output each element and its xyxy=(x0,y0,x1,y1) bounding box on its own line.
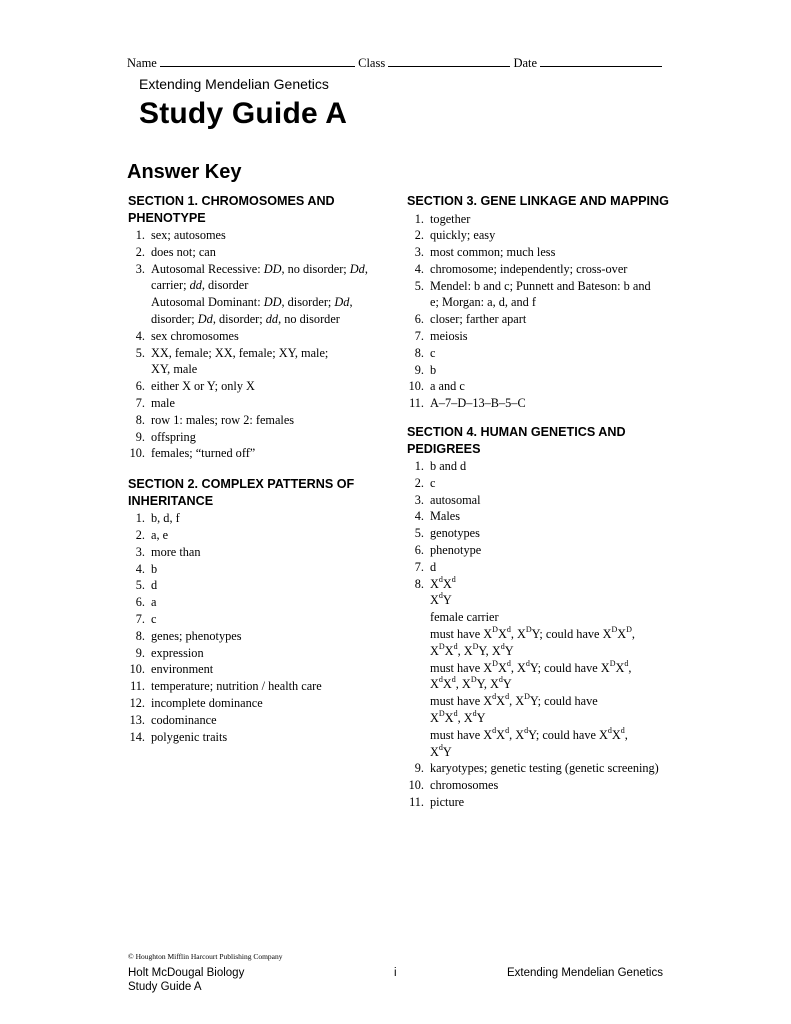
publisher-book: Holt McDougal Biology xyxy=(128,967,245,979)
item-number: 9. xyxy=(414,362,424,377)
section3-list xyxy=(407,211,672,413)
list-item xyxy=(407,559,672,576)
item-number: 5. xyxy=(414,526,424,541)
item-text: row 1: males; row 2: females xyxy=(151,412,295,427)
item-number: 6. xyxy=(414,312,424,327)
chapter-title: Extending Mendelian Genetics xyxy=(507,967,663,979)
section4-list xyxy=(407,458,672,811)
genotype-line: must have $X^DX^d$, $X^DY$; could have $X^DX^D$, xyxy=(430,624,635,642)
item-number: 1. xyxy=(414,459,424,474)
item-number: 2. xyxy=(414,475,424,490)
item-number: 8. xyxy=(135,412,145,427)
item-number: 14. xyxy=(129,729,145,744)
item-number: 5. xyxy=(135,345,145,360)
item-number: 11. xyxy=(409,795,424,809)
list-item xyxy=(128,645,378,662)
item-number: 10. xyxy=(129,446,145,461)
genotype-line: must have $X^dX^d$, $X^dY$; could have $X^dX^d$, xyxy=(430,725,628,742)
right-column xyxy=(407,193,672,811)
copyright-notice: © Houghton Mifflin Harcourt Publishing Company xyxy=(128,952,283,961)
item-number: 7. xyxy=(135,611,145,626)
item-number: 6. xyxy=(135,379,145,394)
unit-title: Extending Mendelian Genetics xyxy=(139,76,329,92)
list-item xyxy=(128,695,378,712)
list-item xyxy=(407,328,672,345)
item-text: most common; much less xyxy=(430,245,556,260)
item-text: XY, male xyxy=(151,362,198,377)
item-text: autosomal xyxy=(430,492,481,507)
item-text: codominance xyxy=(151,712,217,727)
list-item xyxy=(128,628,378,645)
item-text: sex; autosomes xyxy=(151,228,226,242)
item-text: females; “turned off” xyxy=(151,446,256,461)
item-text: e; Morgan: a, d, and f xyxy=(430,295,536,310)
date-label: Date xyxy=(513,56,538,70)
list-item xyxy=(128,328,378,345)
item-text: chromosomes xyxy=(430,778,499,793)
class-blank xyxy=(388,54,510,67)
item-text: c xyxy=(151,611,157,626)
item-number: 12. xyxy=(129,695,145,710)
item-text: Mendel: b and c; Punnett and Bateson: b and xyxy=(430,278,651,293)
item-text: a xyxy=(151,595,157,610)
item-text: XX, female; XX, female; XY, male; xyxy=(151,345,329,360)
list-item xyxy=(128,611,378,628)
item-text: A–7–D–13–B–5–C xyxy=(430,396,526,411)
item-text: karyotypes; genetic testing (genetic screening) xyxy=(430,761,659,776)
list-item xyxy=(407,525,672,542)
item-text: more than xyxy=(151,544,201,559)
list-item xyxy=(128,594,378,611)
item-text: quickly; easy xyxy=(430,228,496,243)
list-item xyxy=(407,362,672,379)
publisher-guide: Study Guide A xyxy=(128,981,202,993)
item-text: meiosis xyxy=(430,329,468,344)
item-number: 8. xyxy=(414,345,424,360)
list-item xyxy=(128,227,378,244)
item-text: offspring xyxy=(151,429,196,444)
item-text: a, e xyxy=(151,527,169,542)
genotype-line: $X^dY$ xyxy=(430,742,452,759)
item-number: 9. xyxy=(135,645,145,660)
genotype-line: $X^dY$ xyxy=(430,591,452,608)
item-number: 7. xyxy=(414,559,424,574)
list-item xyxy=(407,576,672,761)
item-text: chromosome; independently; cross-over xyxy=(430,261,628,276)
item-text: b, d, f xyxy=(151,511,180,526)
item-text: Autosomal Recessive: DD, no disorder; Dd, xyxy=(151,261,368,276)
genotype-line: $X^DX^d$, $X^DY$, $X^dY$ xyxy=(430,641,514,658)
list-item xyxy=(128,577,378,594)
item-text: sex chromosomes xyxy=(151,328,239,343)
item-text: environment xyxy=(151,662,214,677)
section3-title: SECTION 3. GENE LINKAGE AND MAPPING xyxy=(407,194,669,208)
item-number: 9. xyxy=(414,761,424,776)
item-text: together xyxy=(430,211,471,226)
section4-title: SECTION 4. HUMAN GENETICS AND PEDIGREES xyxy=(407,425,626,456)
item-number: 10. xyxy=(408,778,424,793)
list-item xyxy=(407,311,672,328)
list-item xyxy=(407,378,672,395)
list-item xyxy=(407,458,672,475)
item-number: 13. xyxy=(129,712,145,727)
list-item xyxy=(128,429,378,446)
name-label: Name xyxy=(127,56,157,70)
item-text: Males xyxy=(430,509,461,524)
item-number: 1. xyxy=(414,211,424,226)
item-number: 7. xyxy=(414,329,424,344)
list-item xyxy=(407,278,672,312)
list-item xyxy=(128,544,378,561)
item-text: d xyxy=(430,559,437,574)
item-number: 6. xyxy=(135,595,145,610)
item-number: 10. xyxy=(408,379,424,394)
item-text: b xyxy=(151,561,158,576)
list-item xyxy=(128,712,378,729)
section2-title: SECTION 2. COMPLEX PATTERNS OF INHERITANCE xyxy=(128,477,355,508)
page-number: i xyxy=(394,967,397,979)
item-number: 2. xyxy=(414,228,424,243)
answer-key-heading: Answer Key xyxy=(127,161,242,183)
item-number: 4. xyxy=(414,261,424,276)
list-item xyxy=(128,729,378,746)
item-text: b xyxy=(430,362,437,377)
list-item xyxy=(407,395,672,412)
item-text: temperature; nutrition / health care xyxy=(151,679,322,694)
list-item xyxy=(128,345,378,379)
list-item xyxy=(407,794,672,811)
list-item xyxy=(128,445,378,462)
list-item xyxy=(407,542,672,559)
item-text: phenotype xyxy=(430,543,482,558)
item-number: 4. xyxy=(135,328,145,343)
item-number: 4. xyxy=(135,561,145,576)
item-text: c xyxy=(430,475,436,490)
genotype-line: female carrier xyxy=(430,610,499,625)
list-item xyxy=(128,412,378,429)
section1-list xyxy=(128,227,378,462)
item-text: picture xyxy=(430,795,465,809)
item-number: 2. xyxy=(135,527,145,542)
item-number: 9. xyxy=(135,429,145,444)
item-number: 3. xyxy=(414,245,424,260)
list-item xyxy=(407,760,672,777)
item-number: 11. xyxy=(130,679,145,694)
item-number: 11. xyxy=(409,396,424,411)
item-number: 1. xyxy=(135,511,145,526)
item-number: 4. xyxy=(414,509,424,524)
item-number: 3. xyxy=(135,544,145,559)
list-item xyxy=(128,510,378,527)
item-text: Autosomal Dominant: DD, disorder; Dd, xyxy=(151,295,353,310)
item-text: genes; phenotypes xyxy=(151,628,242,643)
item-text: b and d xyxy=(430,459,467,474)
item-text: either X or Y; only X xyxy=(151,379,255,394)
item-number: 3. xyxy=(135,261,145,276)
item-text: a and c xyxy=(430,379,465,394)
genotype-line: $X^dX^d$ xyxy=(430,574,456,591)
genotype-line: must have $X^dX^d$, $X^DY$; could have xyxy=(430,692,598,709)
list-item xyxy=(407,508,672,525)
list-item xyxy=(128,395,378,412)
name-blank xyxy=(160,54,355,67)
list-item xyxy=(407,244,672,261)
left-column xyxy=(128,193,378,745)
item-text: male xyxy=(151,395,175,410)
list-item xyxy=(407,475,672,492)
guide-title: Study Guide A xyxy=(139,97,348,130)
genotype-line: $X^dX^d$, $X^DY$, $X^dY$ xyxy=(430,675,512,692)
item-number: 10. xyxy=(129,662,145,677)
item-text: genotypes xyxy=(430,526,480,541)
list-item xyxy=(128,378,378,395)
class-label: Class xyxy=(358,56,386,70)
section2-list xyxy=(128,510,378,745)
genotype-line: must have $X^DX^d$, $X^dY$; could have $X^DX^d$, xyxy=(430,658,632,675)
list-item xyxy=(128,261,378,328)
list-item xyxy=(128,678,378,695)
item-text: incomplete dominance xyxy=(151,695,263,710)
item-text: closer; farther apart xyxy=(430,312,527,327)
list-item xyxy=(128,661,378,678)
list-item xyxy=(128,527,378,544)
genotype-line: $X^DX^d$, $X^dY$ xyxy=(430,708,486,726)
student-info-header xyxy=(127,54,662,71)
list-item xyxy=(407,777,672,794)
item-number: 8. xyxy=(414,576,424,591)
item-text: polygenic traits xyxy=(151,729,228,744)
item-number: 6. xyxy=(414,543,424,558)
item-number: 1. xyxy=(135,228,145,242)
item-number: 7. xyxy=(135,395,145,410)
list-item xyxy=(407,227,672,244)
list-item xyxy=(407,345,672,362)
list-item xyxy=(407,492,672,509)
item-text: does not; can xyxy=(151,244,216,259)
item-number: 8. xyxy=(135,628,145,643)
item-text: disorder; Dd, disorder; dd, no disorder xyxy=(151,311,340,326)
list-item xyxy=(128,244,378,261)
list-item xyxy=(128,561,378,578)
item-number: 5. xyxy=(135,578,145,593)
item-text: expression xyxy=(151,645,204,660)
section1-title: SECTION 1. CHROMOSOMES AND PHENOTYPE xyxy=(128,194,335,225)
item-text: carrier; dd, disorder xyxy=(151,278,249,293)
item-text: d xyxy=(151,578,158,593)
item-text: c xyxy=(430,345,436,360)
list-item xyxy=(407,211,672,228)
date-blank xyxy=(540,54,662,67)
item-number: 5. xyxy=(414,278,424,293)
item-number: 3. xyxy=(414,492,424,507)
item-number: 2. xyxy=(135,244,145,259)
list-item xyxy=(407,261,672,278)
